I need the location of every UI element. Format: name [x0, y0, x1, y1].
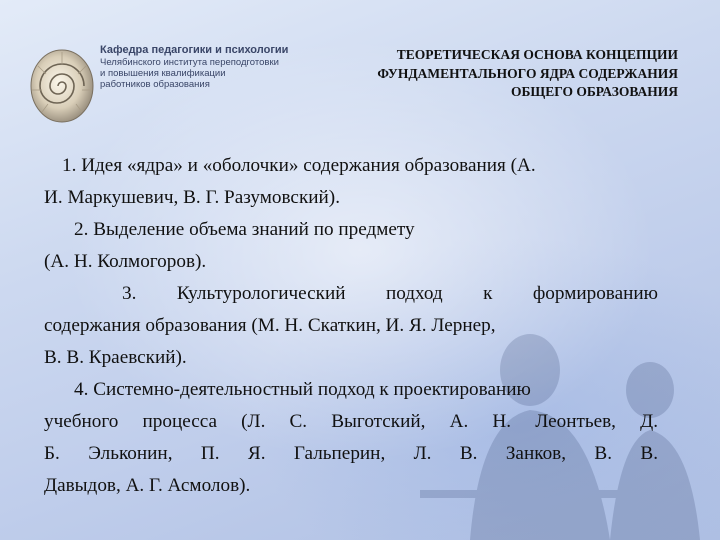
- organization-line: и повышения квалификации: [100, 68, 226, 80]
- list-item-line: Давыдов, А. Г. Асмолов).: [44, 475, 251, 496]
- list-item-line: 3. Культурологический подход к формированию: [122, 283, 658, 304]
- slide-title-line: ТЕОРЕТИЧЕСКАЯ ОСНОВА КОНЦЕПЦИИ: [396, 47, 678, 62]
- list-item-line: И. Маркушевич, В. Г. Разумовский).: [44, 187, 340, 208]
- list-item-line: В. В. Краевский).: [44, 347, 187, 368]
- list-item-line: 1. Идея «ядра» и «оболочки» содержания образования (А.: [62, 155, 536, 176]
- slide-title-line: ФУНДАМЕНТАЛЬНОГО ЯДРА СОДЕРЖАНИЯ: [377, 65, 678, 81]
- organization-line: работников образования: [100, 79, 210, 91]
- ammonite-shell-icon: [28, 46, 96, 124]
- slide-body: [44, 150, 658, 502]
- organization-line: Челябинского института переподготовки: [100, 56, 279, 68]
- list-item-line: Б. Эльконин, П. Я. Гальперин, Л. В. Занков, В. В.: [44, 443, 658, 464]
- list-item-line: (А. Н. Колмогоров).: [44, 251, 207, 272]
- organization-name: Кафедра педагогики и психологии: [100, 44, 289, 56]
- slide-title: [248, 46, 678, 102]
- slide-title-line: ОБЩЕГО ОБРАЗОВАНИЯ: [510, 84, 678, 100]
- list-item-line: 4. Системно-деятельностный подход к проектированию: [74, 379, 531, 400]
- list-item-line: содержания образования (М. Н. Скаткин, И. Я. Лернер,: [44, 315, 496, 336]
- list-item-line: 2. Выделение объема знаний по предмету: [74, 219, 415, 240]
- list-item-line: учебного процесса (Л. С. Выготский, А. Н. Леонтьев, Д.: [44, 411, 658, 432]
